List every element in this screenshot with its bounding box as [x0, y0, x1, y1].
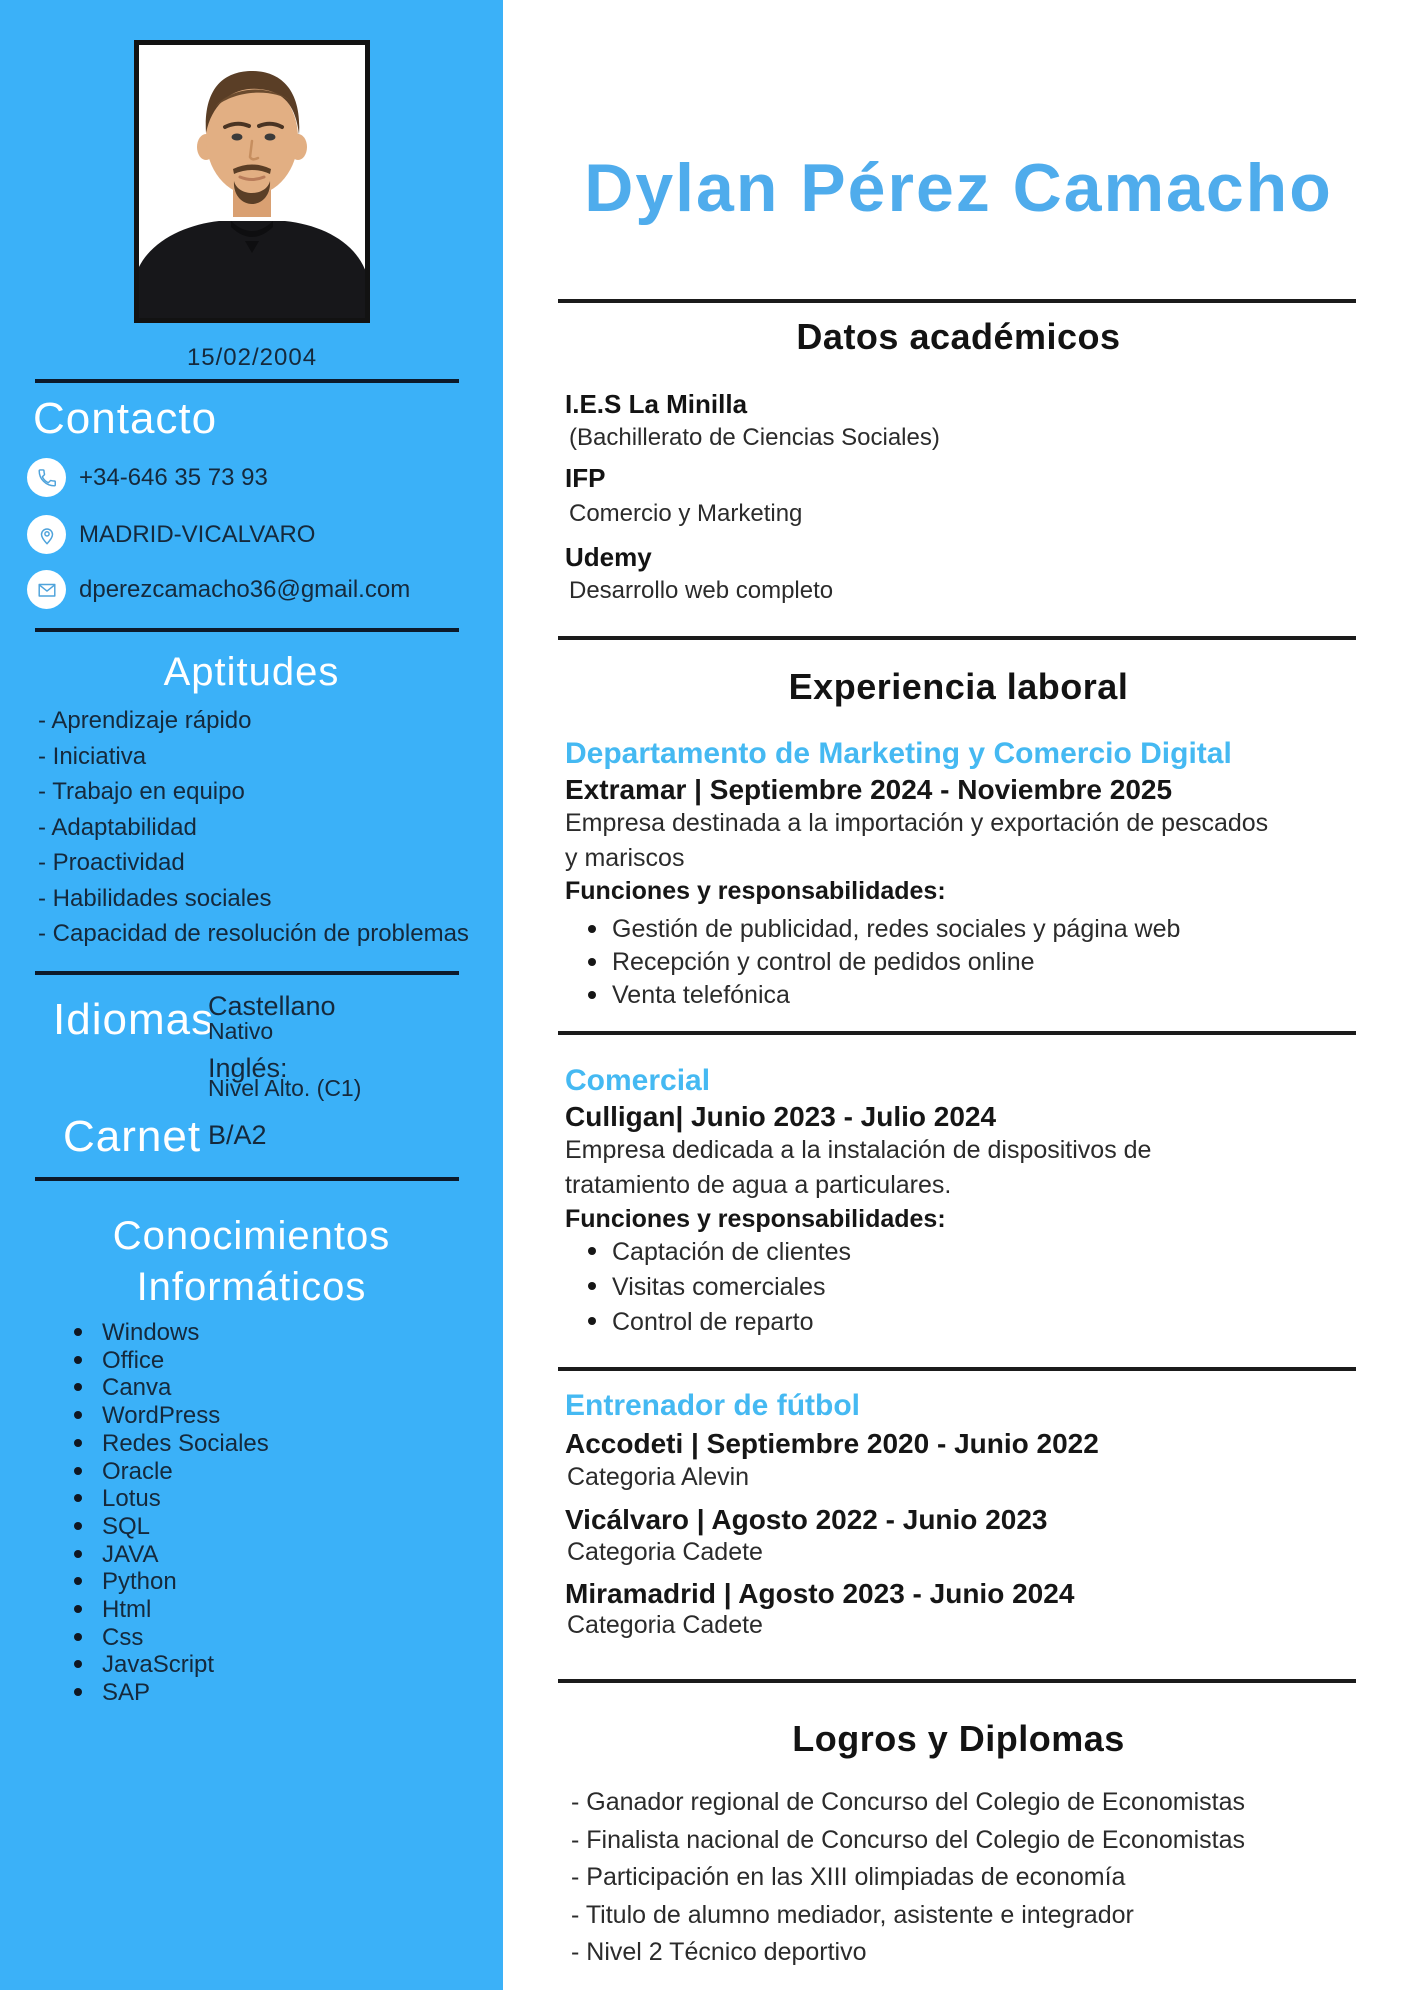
skill-item: Redes Sociales: [70, 1430, 269, 1458]
license-value: B/A2: [208, 1120, 267, 1150]
phone-number: +34-646 35 73 93: [79, 463, 268, 491]
section-divider: [558, 1031, 1356, 1035]
coach-category: Categoria Cadete: [567, 1538, 763, 1566]
sidebar-divider: [35, 628, 459, 632]
sidebar-divider: [35, 379, 459, 383]
skill-item: SQL: [70, 1513, 269, 1541]
job-bullet-item: Control de reparto: [585, 1305, 851, 1340]
job-bullet-item: Venta telefónica: [585, 979, 1180, 1012]
aptitude-item: - Adaptabilidad: [38, 813, 197, 841]
skill-item: Office: [70, 1347, 269, 1375]
academics-heading: Datos académicos: [796, 316, 1121, 357]
location-text: MADRID-VICALVARO: [79, 520, 316, 548]
job-functions-label: Funciones y responsabilidades:: [565, 1205, 946, 1233]
contact-heading: Contacto: [33, 394, 218, 443]
job-company-dates: Culligan| Junio 2023 - Julio 2024: [565, 1101, 997, 1132]
language-level: Nativo: [208, 1018, 274, 1044]
job-role: Departamento de Marketing y Comercio Digital: [565, 737, 1232, 770]
aptitude-item: - Iniciativa: [38, 742, 147, 770]
computer-skills-list: [70, 1319, 269, 1707]
experience-heading: Experiencia laboral: [788, 666, 1129, 707]
coach-company-dates: Accodeti | Septiembre 2020 - Junio 2022: [565, 1428, 1099, 1459]
computer-skills-heading-line2: Informáticos: [136, 1265, 367, 1309]
job-description-line: y mariscos: [565, 844, 685, 872]
sidebar-divider: [35, 971, 459, 975]
coach-company-dates: Vicálvaro | Agosto 2022 - Junio 2023: [565, 1504, 1048, 1535]
contact-row-email: [27, 570, 410, 609]
education-name: IFP: [565, 463, 606, 493]
education-name: I.E.S La Minilla: [565, 389, 748, 419]
achievement-item: - Participación en las XIII olimpiadas de economía: [571, 1863, 1126, 1892]
job-bullet-item: Captación de clientes: [585, 1235, 851, 1270]
skill-item: Lotus: [70, 1485, 269, 1513]
aptitude-item: - Trabajo en equipo: [38, 778, 245, 805]
job-description: [565, 806, 1268, 876]
skill-item: Css: [70, 1624, 269, 1652]
skill-item: JavaScript: [70, 1651, 269, 1679]
coach-company-dates: Miramadrid | Agosto 2023 - Junio 2024: [565, 1578, 1075, 1609]
skill-item: SAP: [70, 1679, 269, 1707]
skill-item: Oracle: [70, 1458, 269, 1486]
aptitude-item: - Aprendizaje rápido: [38, 707, 252, 734]
job-description: [565, 1133, 1151, 1203]
job-bullet-list: [585, 913, 1180, 1012]
sidebar: [0, 0, 503, 1990]
job-bullet-item: Gestión de publicidad, redes sociales y página web: [585, 913, 1180, 946]
education-name: Udemy: [565, 542, 652, 572]
aptitude-item: - Proactividad: [38, 849, 185, 876]
job-bullet-list: [585, 1235, 851, 1340]
coach-category: Categoria Alevin: [567, 1463, 750, 1491]
aptitude-item: - Habilidades sociales: [38, 884, 272, 912]
email-icon: [27, 570, 66, 609]
section-divider: [558, 1367, 1356, 1371]
aptitudes-heading: Aptitudes: [163, 650, 340, 694]
skill-item: Canva: [70, 1374, 269, 1402]
achievement-item: - Ganador regional de Concurso del Colegio de Economistas: [571, 1788, 1245, 1816]
skill-item: JAVA: [70, 1541, 269, 1569]
section-divider: [558, 1679, 1356, 1683]
language-level: Nivel Alto. (C1): [208, 1075, 362, 1101]
aptitude-item: - Capacidad de resolución de problemas: [38, 920, 469, 947]
skill-item: WordPress: [70, 1402, 269, 1430]
computer-skills-heading-line1: Conocimientos: [112, 1214, 391, 1258]
profile-photo: [134, 40, 370, 323]
job-role: Comercial: [565, 1064, 711, 1097]
coach-category: Categoria Cadete: [567, 1611, 763, 1639]
sidebar-divider: [35, 1177, 459, 1181]
contact-row-phone: [27, 458, 268, 497]
language-name: Inglés:: [208, 1053, 288, 1083]
skill-item: Python: [70, 1568, 269, 1596]
job-company-dates: Extramar | Septiembre 2024 - Noviembre 2025: [565, 774, 1173, 805]
skill-item: Windows: [70, 1319, 269, 1347]
job-bullet-item: Visitas comerciales: [585, 1270, 851, 1305]
portrait-illustration: [139, 45, 365, 318]
person-name: Dylan Pérez Camacho: [584, 150, 1333, 226]
job-role: Entrenador de fútbol: [565, 1389, 860, 1422]
main-column: [503, 0, 1414, 2000]
date-of-birth: 15/02/2004: [186, 344, 318, 371]
education-detail: Comercio y Marketing: [569, 500, 803, 527]
contact-row-location: [27, 515, 315, 554]
education-detail: (Bachillerato de Ciencias Sociales): [569, 424, 940, 451]
computer-skills-heading: [0, 1211, 503, 1313]
achievements-list: [571, 1784, 1245, 1972]
job-description-line: Empresa destinada a la importación y exportación de pescados: [565, 809, 1269, 837]
languages-heading: Idiomas: [53, 995, 215, 1044]
achievement-item: - Nivel 2 Técnico deportivo: [571, 1938, 867, 1967]
license-heading: Carnet: [63, 1112, 202, 1161]
section-divider: [558, 636, 1356, 640]
section-divider: [558, 299, 1356, 303]
email-text: dperezcamacho36@gmail.com: [79, 575, 411, 603]
location-icon: [27, 515, 66, 554]
education-detail: Desarrollo web completo: [569, 577, 834, 604]
skill-item: Html: [70, 1596, 269, 1624]
language-name: Castellano: [208, 991, 336, 1021]
job-description-line: Empresa dedicada a la instalación de dispositivos de: [565, 1136, 1152, 1164]
job-bullet-item: Recepción y control de pedidos online: [585, 946, 1180, 979]
achievements-heading: Logros y Diplomas: [792, 1718, 1125, 1759]
phone-icon: [27, 458, 66, 497]
aptitudes-list: [38, 703, 500, 952]
job-description-line: tratamiento de agua a particulares.: [565, 1171, 952, 1199]
achievement-item: - Finalista nacional de Concurso del Colegio de Economistas: [571, 1825, 1245, 1854]
achievement-item: - Titulo de alumno mediador, asistente e integrador: [571, 1900, 1134, 1929]
job-functions-label: Funciones y responsabilidades:: [565, 877, 946, 905]
